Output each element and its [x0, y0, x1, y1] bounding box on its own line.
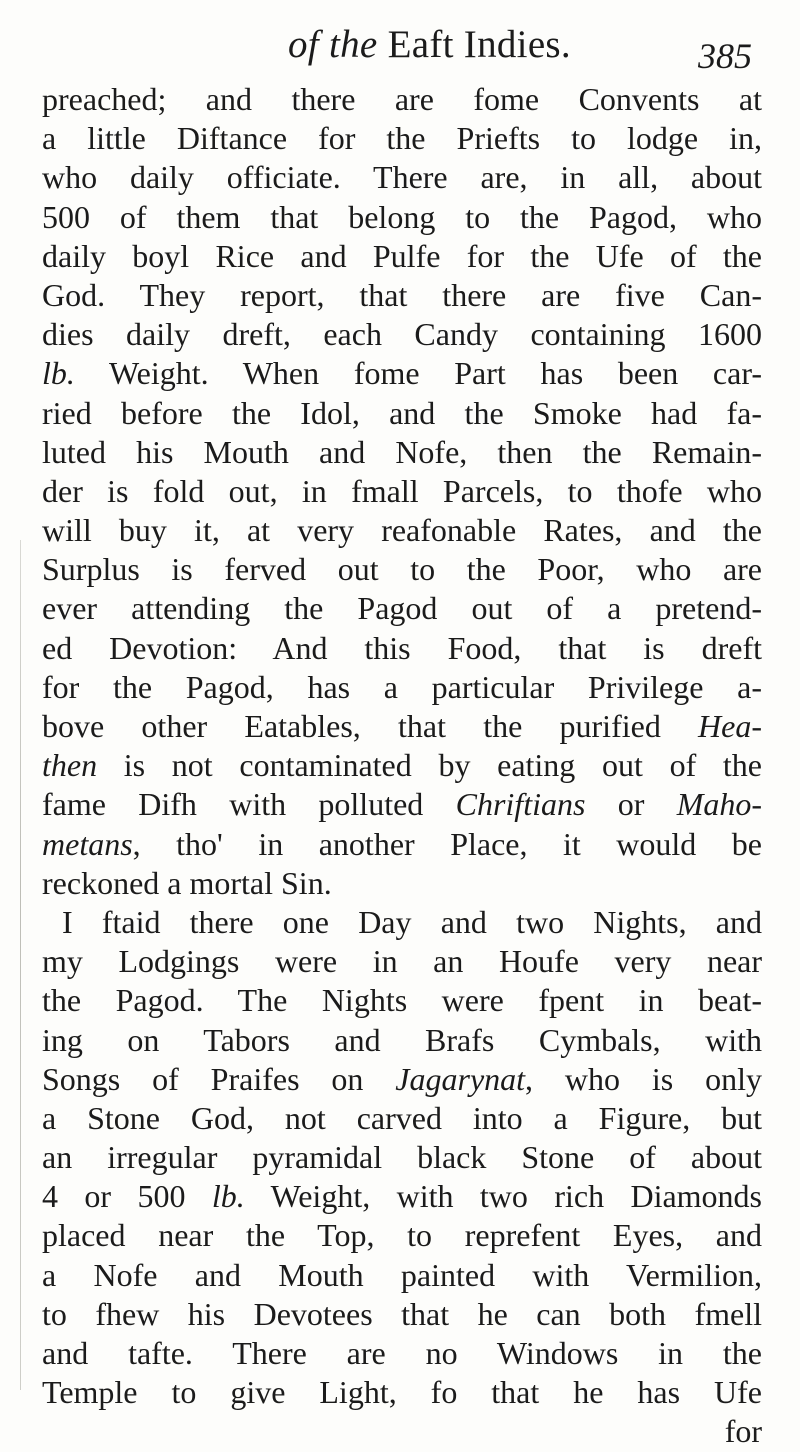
text-run-italic: then	[42, 747, 98, 784]
text-run-italic: lb.	[211, 1178, 245, 1215]
text-run: fame Difh with polluted	[42, 786, 456, 823]
text-run-italic: lb.	[42, 355, 75, 392]
text-line	[42, 550, 762, 589]
text-line	[42, 1295, 762, 1334]
text-line	[42, 119, 762, 158]
text-line	[42, 1021, 762, 1060]
text-line	[42, 1177, 762, 1216]
text-run: for the Pagod, has a particular Privilege a-	[42, 668, 762, 705]
text-line	[42, 1216, 762, 1255]
text-run-italic: Chriftians	[455, 786, 586, 823]
text-line	[42, 1060, 762, 1099]
text-line	[42, 785, 762, 824]
text-line	[42, 825, 762, 864]
text-line	[42, 668, 762, 707]
text-line	[42, 589, 762, 628]
text-run: der is fold out, in fmall Parcels, to thofe who	[42, 472, 762, 509]
text-run: Temple to give Light, fo that he has Ufe	[42, 1374, 762, 1411]
text-run: Weight. When fome Part has been car-	[74, 355, 762, 392]
page-header	[0, 12, 800, 78]
text-line	[42, 1256, 762, 1295]
page-number: 385	[698, 36, 752, 76]
text-line	[42, 315, 762, 354]
text-line	[42, 511, 762, 550]
text-line	[42, 80, 762, 119]
text-run: and tafte. There are no Windows in the	[42, 1335, 762, 1371]
text-run: reckoned a mortal Sin.	[42, 864, 332, 901]
text-run: or	[585, 786, 677, 823]
text-run: placed near the Top, to reprefent Eyes, and	[42, 1217, 762, 1254]
text-line	[42, 746, 762, 785]
text-run: Surplus is ferved out to the Poor, who are	[42, 551, 762, 588]
page-gutter-shadow	[20, 540, 21, 1390]
text-line	[42, 707, 762, 746]
text-run: 500 of them that belong to the Pagod, who	[42, 198, 762, 235]
catchword	[42, 1412, 762, 1451]
text-run: who daily officiate. There are, in all, about	[42, 159, 762, 196]
running-head-prefix: of the	[288, 23, 378, 66]
text-run: preached; and there are fome Convents at	[42, 81, 762, 117]
text-run: ing on Tabors and Brafs Cymbals, with	[42, 1021, 762, 1058]
text-run: bove other Eatables, that the purified	[42, 708, 699, 744]
text-run: ed Devotion: And this Food, that is dreft	[42, 629, 762, 666]
running-head-title: Eaft Indies.	[387, 23, 571, 66]
text-line	[42, 198, 762, 237]
text-run: daily boyl Rice and Pulfe for the Ufe of the	[42, 237, 762, 274]
text-line	[42, 433, 762, 472]
text-run: ried before the Idol, and the Smoke had fa-	[42, 394, 762, 431]
text-run: a Nofe and Mouth painted with Vermilion,	[42, 1256, 762, 1293]
text-run: dies daily dreft, each Candy containing 1600	[42, 316, 762, 353]
text-run: the Pagod. The Nights were fpent in beat-	[42, 982, 762, 1019]
text-run: ever attending the Pagod out of a pretend-	[42, 590, 762, 627]
text-run: God. They report, that there are five Can-	[42, 276, 762, 313]
text-run: , tho' in another Place, it would be	[132, 825, 762, 862]
text-run: Weight, with two rich Diamonds	[244, 1178, 763, 1215]
text-run: luted his Mouth and Nofe, then the Remain-	[42, 433, 762, 470]
text-line	[42, 472, 762, 511]
text-line	[42, 629, 762, 668]
text-line	[42, 354, 762, 393]
text-run: my Lodgings were in an Houfe very near	[42, 943, 762, 980]
text-run: an irregular pyramidal black Stone of about	[42, 1139, 762, 1176]
text-run: a Stone God, not carved into a Figure, but	[42, 1099, 762, 1136]
text-run-italic: Maho-	[676, 786, 763, 823]
text-run: a little Diftance for the Priefts to lodge in,	[42, 120, 762, 157]
text-run: is not contaminated by eating out of the	[97, 747, 762, 784]
text-run: 4 or 500	[42, 1178, 212, 1215]
text-line	[42, 237, 762, 276]
body-text	[42, 80, 762, 1452]
text-line	[42, 864, 762, 903]
text-run: to fhew his Devotees that he can both fmell	[42, 1295, 762, 1332]
text-line	[42, 394, 762, 433]
text-run: will buy it, at very reafonable Rates, and the	[42, 512, 762, 549]
text-run: I ftaid there one Day and two Nights, and	[62, 903, 762, 940]
text-line	[42, 1138, 762, 1177]
text-line	[42, 276, 762, 315]
text-line	[42, 1334, 762, 1373]
text-line	[42, 1099, 762, 1138]
text-line	[42, 942, 762, 981]
text-run-italic: Jagarynat	[395, 1060, 526, 1097]
text-line	[42, 981, 762, 1020]
text-line	[42, 903, 762, 942]
text-line	[42, 158, 762, 197]
text-run-italic: Hea-	[698, 708, 762, 744]
text-run-italic: metans	[42, 825, 133, 862]
catchword-text: for	[724, 1413, 762, 1450]
running-head	[288, 22, 571, 68]
text-run: Songs of Praifes on	[42, 1060, 396, 1097]
text-line	[42, 1373, 762, 1412]
text-run: , who is only	[525, 1060, 763, 1097]
